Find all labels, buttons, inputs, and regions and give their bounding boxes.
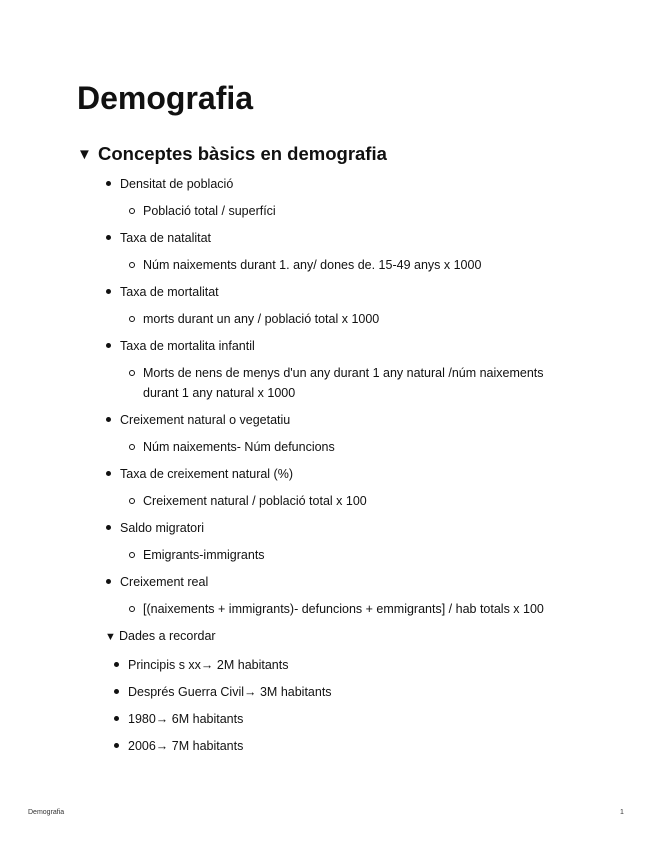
sub-list-item: Emigrants-immigrants xyxy=(128,545,577,565)
sub-list-item: Creixement natural / població total x 100 xyxy=(128,491,577,511)
list-item-densitat xyxy=(105,174,577,221)
dades-item: 2006→ 7M habitants xyxy=(113,736,577,756)
list-item-saldo-migratori xyxy=(105,518,577,565)
sub-list-item: Núm naixements- Núm defuncions xyxy=(128,437,577,457)
list-item-creixement-natural xyxy=(105,410,577,457)
section-heading-label: Conceptes bàsics en demografia xyxy=(98,143,387,164)
sub-list xyxy=(120,491,577,511)
list-item-taxa-creixement xyxy=(105,464,577,511)
dades-item: Principis s xx→ 2M habitants xyxy=(113,655,577,675)
list-item-label: Creixement natural o vegetatiu xyxy=(120,413,291,427)
sub-list-item: [(naixements + immigrants)- defuncions + emmigrants] / hab totals x 100 xyxy=(128,599,577,619)
list-item-mortalita-infantil xyxy=(105,336,577,403)
sub-list xyxy=(120,309,577,329)
toggle-label: Dades a recordar xyxy=(119,629,216,643)
dades-item: Després Guerra Civil→ 3M habitants xyxy=(113,682,577,702)
sub-list xyxy=(120,437,577,457)
section-heading[interactable] xyxy=(77,140,577,168)
sub-list-item: Població total / superfíci xyxy=(128,201,577,221)
list-item-label: Saldo migratori xyxy=(120,521,205,535)
sub-list xyxy=(120,201,577,221)
list-item-label: Taxa de mortalitat xyxy=(120,285,219,299)
list-item-label: Taxa de mortalita infantil xyxy=(120,339,255,353)
sub-list xyxy=(120,599,577,619)
list-item-label: Taxa de natalitat xyxy=(120,231,212,245)
sub-list-item: Núm naixements durant 1. any/ dones de. 15-49 anys x 1000 xyxy=(128,255,577,275)
sub-list-item: Morts de nens de menys d'un any durant 1 any natural /núm naixements durant 1 any natural x 1000 xyxy=(128,363,577,403)
sub-list-item: morts durant un any / població total x 1000 xyxy=(128,309,577,329)
toggle-section-conceptes xyxy=(77,140,577,763)
footer-page-number: 1 xyxy=(620,809,624,816)
page-title: Demografia xyxy=(77,80,254,116)
dades-list xyxy=(105,655,577,756)
toggle-triangle-icon[interactable]: ▼ xyxy=(105,631,116,643)
list-item-mortalitat xyxy=(105,282,577,329)
list-item-label: Taxa de creixement natural (%) xyxy=(120,467,293,481)
dades-item: 1980→ 6M habitants xyxy=(113,709,577,729)
toggle-triangle-icon[interactable]: ▼ xyxy=(77,145,92,163)
list-item-creixement-real xyxy=(105,572,577,619)
sub-list xyxy=(120,255,577,275)
list-item-label: Creixement real xyxy=(120,575,209,589)
sub-list xyxy=(120,363,577,403)
list-item-natalitat xyxy=(105,228,577,275)
list-item-label: Densitat de població xyxy=(120,177,234,191)
toggle-dades-a-recordar xyxy=(105,626,577,756)
footer-document-title: Demografia xyxy=(28,809,65,816)
sub-list xyxy=(120,545,577,565)
concepts-list xyxy=(77,174,577,756)
